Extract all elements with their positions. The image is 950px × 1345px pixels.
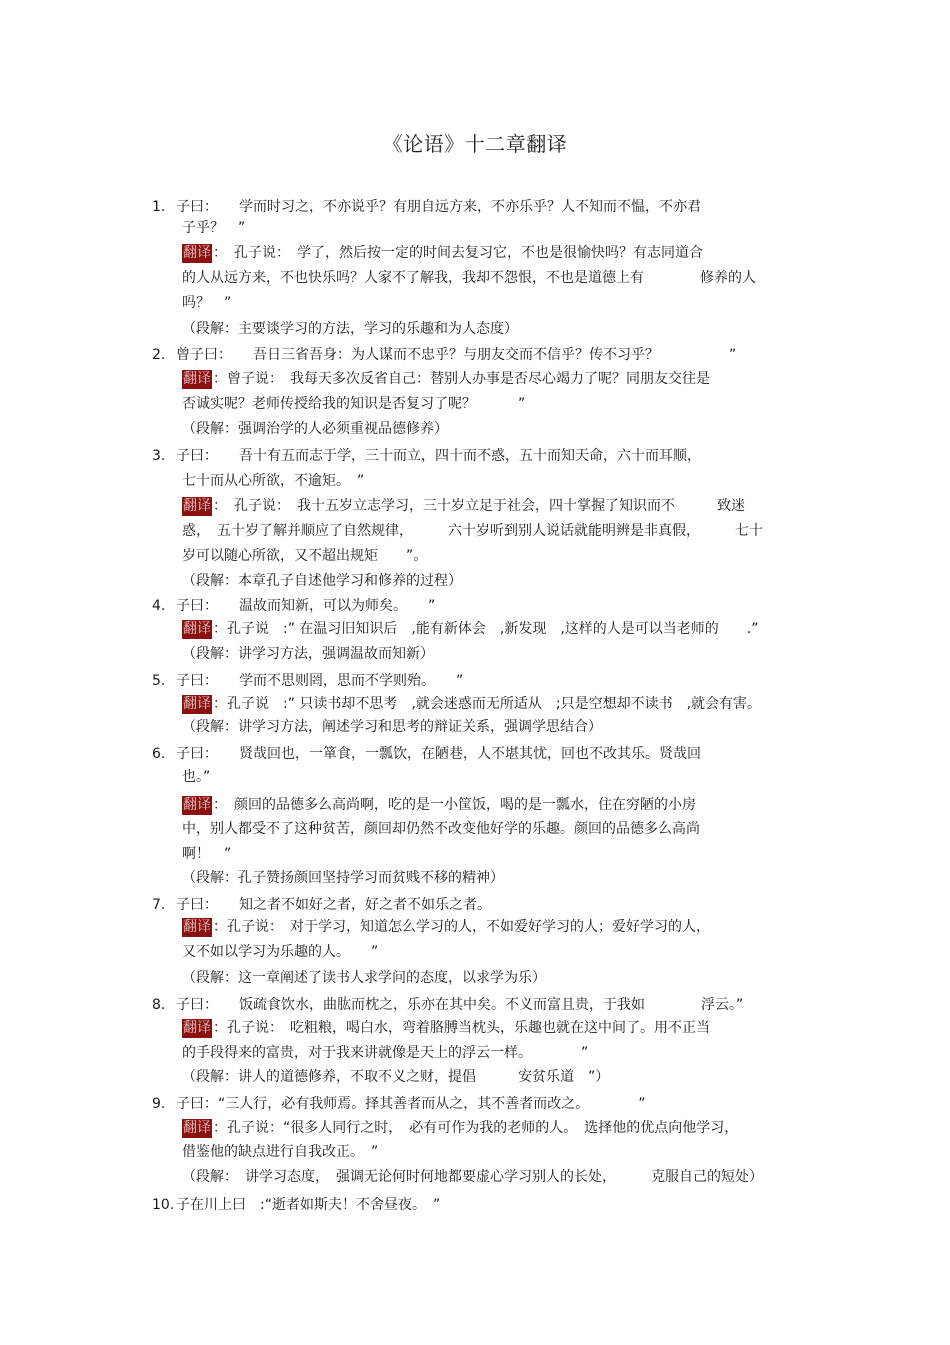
text-line xyxy=(182,969,546,987)
translation-line xyxy=(182,620,758,639)
text-line xyxy=(182,869,504,887)
translation-tag: 翻译 xyxy=(183,621,211,637)
translation-tag: 翻译 xyxy=(183,696,211,712)
text-line xyxy=(182,943,378,961)
line-text: 子乎？ ” xyxy=(182,220,246,236)
numbered-line xyxy=(152,672,463,690)
item-number: 1. xyxy=(152,199,166,215)
text-line xyxy=(182,420,448,438)
line-text: 又不如以学习为乐趣的人。 ” xyxy=(182,944,379,960)
numbered-line xyxy=(152,996,743,1014)
translation-tag: 翻译 xyxy=(183,245,211,261)
text-line xyxy=(182,768,210,786)
line-text: ：孔子说 :” 只读书却不思考 ,就会迷惑而无所适从 ;只是空想却不读书 ,就会有害。 xyxy=(213,696,762,712)
line-text: 的手段得来的富贵，对于我来讲就像是天上的浮云一样。 ” xyxy=(182,1045,589,1061)
line-text: （段解：强调治学的人必须重视品德修养） xyxy=(182,421,448,437)
numbered-line xyxy=(152,1196,440,1214)
numbered-line xyxy=(152,447,701,465)
line-text: （段解：讲学习方法，强调温故而知新） xyxy=(182,646,434,662)
text-line xyxy=(182,1044,588,1062)
item-number: 9. xyxy=(152,1096,166,1112)
numbered-line xyxy=(152,896,491,914)
line-text: 惑， 五十岁了解并顺应了自然规律， 六十岁听到别人说话就能明辨是非真假， 七十 xyxy=(182,523,763,539)
line-text: 岁可以随心所欲，又不超出规矩 ”。 xyxy=(182,548,428,564)
translation-tag: 翻译 xyxy=(183,1020,211,1036)
line-text: 否诚实呢？老师传授给我的知识是否复习了呢？ ” xyxy=(182,396,526,412)
page-title: 《论语》十二章翻译 xyxy=(382,132,568,156)
line-text: 吗？ ” xyxy=(182,295,232,311)
line-text: ： 孔子说： 我十五岁立志学习，三十岁立足于社会，四十掌握了知识而不 致迷 xyxy=(213,498,745,514)
line-text: （段解：孔子赞扬颜回坚持学习而贫贱不移的精神） xyxy=(182,870,504,886)
line-text: 子曰： 吾十有五而志于学，三十而立，四十而不惑，五十而知天命，六十而耳顺， xyxy=(176,448,701,464)
item-number: 3. xyxy=(152,448,166,464)
numbered-line xyxy=(152,1095,646,1113)
numbered-line xyxy=(152,745,701,763)
translation-line xyxy=(182,1019,710,1038)
text-line xyxy=(182,547,427,565)
line-text: 七十而从心所欲，不逾矩。 ” xyxy=(182,473,365,489)
text-line xyxy=(182,472,364,490)
translation-tag: 翻译 xyxy=(183,919,211,935)
text-line xyxy=(182,219,245,237)
item-number: 6. xyxy=(152,746,166,762)
text-line xyxy=(182,845,231,863)
line-text: ：孔子说：“很多人同行之时， 必有可作为我的老师的人。 选择他的优点向他学习， xyxy=(213,1120,739,1136)
text-line xyxy=(182,1068,609,1086)
numbered-line xyxy=(152,346,736,364)
translation-line xyxy=(182,370,710,389)
line-text: 的人从远方来，不也快乐吗？人家不了解我，我却不怨恨，不也是道德上有 修养的人 xyxy=(182,270,756,286)
translation-line xyxy=(182,244,703,263)
text-line xyxy=(182,1168,763,1186)
line-text: 中，别人都受不了这种贫苦，颜回却仍然不改变他好学的乐趣。颜回的品德多么高尚 xyxy=(182,821,700,837)
line-text: 也。” xyxy=(182,769,211,785)
text-line xyxy=(182,572,462,590)
item-number: 8. xyxy=(152,997,166,1013)
line-text: 子曰： 饭疏食饮水，曲肱而枕之，乐亦在其中矣。不义而富且贵，于我如 浮云。” xyxy=(176,997,744,1013)
text-line xyxy=(182,718,602,736)
text-line xyxy=(182,820,700,838)
line-text: ： 颜回的品德多么高尚啊，吃的是一小筐饭，喝的是一瓢水，住在穷陋的小房 xyxy=(213,797,696,813)
text-line xyxy=(182,645,434,663)
item-number: 7. xyxy=(152,897,166,913)
text-line xyxy=(182,1143,378,1161)
line-text: （段解：讲学习方法，阐述学习和思考的辩证关系，强调学思结合） xyxy=(182,719,602,735)
line-text: ：孔子说 :” 在温习旧知识后 ,能有新体会 ,新发现 ,这样的人是可以当老师的 .” xyxy=(213,621,759,637)
translation-line xyxy=(182,1119,738,1138)
numbered-line xyxy=(152,597,435,615)
line-text: 借鉴他的缺点进行自我改正。 ” xyxy=(182,1144,379,1160)
text-line xyxy=(182,269,756,287)
item-number: 2. xyxy=(152,347,166,363)
text-line xyxy=(182,320,518,338)
translation-line xyxy=(182,497,745,516)
line-text: （段解： 讲学习态度， 强调无论何时何地都要虚心学习别人的长处， 克服自己的短处） xyxy=(182,1169,763,1185)
item-number: 10. xyxy=(152,1197,175,1213)
translation-tag: 翻译 xyxy=(183,371,211,387)
line-text: ： 孔子说： 学了，然后按一定的时间去复习它，不也是很愉快吗？有志同道合 xyxy=(213,245,703,261)
item-number: 5. xyxy=(152,673,166,689)
line-text: 子曰： 知之者不如好之者，好之者不如乐之者。 xyxy=(176,897,491,913)
line-text: （段解：本章孔子自述他学习和修养的过程） xyxy=(182,573,462,589)
translation-line xyxy=(182,918,710,937)
line-text: 啊！ ” xyxy=(182,846,232,862)
line-text: ：曾子说： 我每天多次反省自己：替别人办事是否尽心竭力了呢？同朋友交往是 xyxy=(213,371,710,387)
translation-line xyxy=(182,796,696,815)
line-text: 子曰： 学而时习之，不亦说乎？有朋自远方来，不亦乐乎？人不知而不愠，不亦君 xyxy=(176,199,701,215)
line-text: （段解：讲人的道德修养，不取不义之财，提倡 安贫乐道 ”） xyxy=(182,1069,610,1085)
item-number: 4. xyxy=(152,598,166,614)
line-text: ：孔子说： 对于学习，知道怎么学习的人，不如爱好学习的人；爱好学习的人， xyxy=(213,919,710,935)
text-line xyxy=(182,395,525,413)
line-text: （段解：主要谈学习的方法，学习的乐趣和为人态度） xyxy=(182,321,518,337)
line-text: （段解：这一章阐述了读书人求学问的态度，以求学为乐） xyxy=(182,970,546,986)
line-text: 子曰： 学而不思则罔，思而不学则殆。 ” xyxy=(176,673,464,689)
line-text: 曾子曰： 吾日三省吾身：为人谋而不忠乎？与朋友交而不信乎？传不习乎？ ” xyxy=(176,347,737,363)
text-line xyxy=(182,522,763,540)
line-text: 子在川上曰 :“逝者如斯夫！不舍昼夜。 ” xyxy=(176,1197,441,1213)
line-text: ：孔子说： 吃粗粮，喝白水，弯着胳膊当枕头，乐趣也就在这中间了。用不正当 xyxy=(213,1020,710,1036)
translation-tag: 翻译 xyxy=(183,498,211,514)
line-text: 子曰：“三人行，必有我师焉。择其善者而从之，其不善者而改之。 ” xyxy=(176,1096,646,1112)
text-line xyxy=(182,294,231,312)
numbered-line xyxy=(152,198,701,216)
line-text: 子曰： 温故而知新，可以为师矣。 ” xyxy=(176,598,436,614)
translation-tag: 翻译 xyxy=(183,1120,211,1136)
line-text: 子曰： 贤哉回也，一箪食，一瓢饮，在陋巷，人不堪其忧，回也不改其乐。贤哉回 xyxy=(176,746,701,762)
translation-tag: 翻译 xyxy=(183,797,211,813)
translation-line xyxy=(182,695,761,714)
